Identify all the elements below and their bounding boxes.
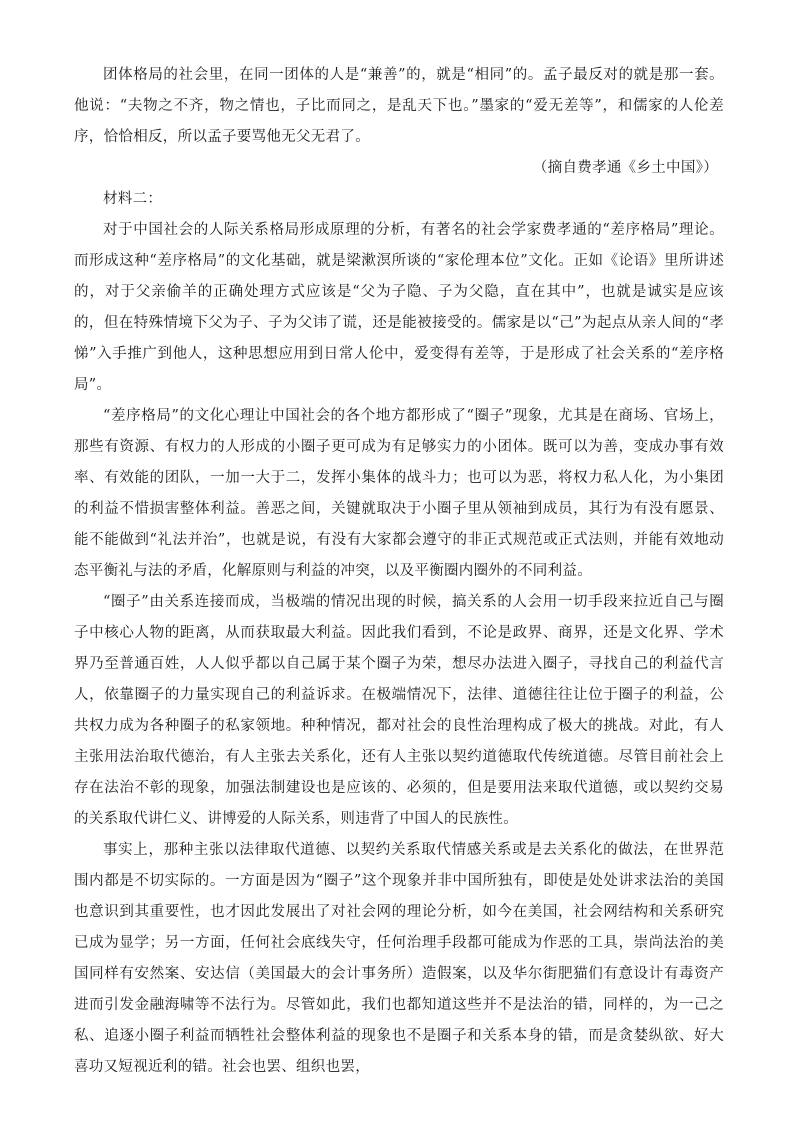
- section-heading: 材料二：: [103, 191, 163, 207]
- document-page: [74, 60, 724, 1083]
- source-citation: （摘自费孝通《乡土中国》）: [532, 160, 718, 176]
- paragraph-4: 事实上，那种主张以法律取代道德、以契约关系取代情感关系或是去关系化的做法，在世界范围内都是不切实际的。一方面是因为“圈子”这个现象并非中国所独有，即使是处处讲求法治的美国也意识到其重要性，也才因此发展出了对社会网的理论分析，如今在美国，社会网结构和关系研究已成为显学；另一方面，任何社会底线失守，任何治理手段都可能成为作恶的工具，崇尚法治的美国同样有安然案、安达信（美国最大的会计事务所）造假案，以及华尔街肥猫们有意设计有毒资产进而引发金融海啸等不法行为。尽管如此，我们也都知道这些并不是法治的错，同样的，为一己之私、追逐小圈子利益而牺牲社会整体利益的现象也不是圈子和关系本身的错，而是贪婪纵欲、好大喜功又短视近利的错。社会也罢、组织也罢，: [74, 842, 724, 1075]
- paragraph-1: 对于中国社会的人际关系格局形成原理的分析，有著名的社会学家费孝通的“差序格局”理论。而形成这种“差序格局”的文化基础，就是梁漱溟所谈的“家伦理本位”文化。正如《论语》里所讲述的，对于父亲偷羊的正确处理方式应该是“父为子隐、子为父隐，直在其中”，也就是诚实是应该的，但在特殊情境下父为子、子为父讳了谎，还是能被接受的。儒家是以“己”为起点从亲人间的“孝悌”入手推广到他人，这种思想应用到日常人伦中，爱变得有差等，于是形成了社会关系的“差序格局”。: [74, 222, 724, 393]
- paragraph-continuation: 团体格局的社会里，在同一团体的人是“兼善”的，就是“相同”的。孟子最反对的就是那一套。他说：“夫物之不齐，物之情也，子比而同之，是乱天下也。”墨家的“爱无差等”，和儒家的人伦差序，恰恰相反，所以孟子要骂他无父无君了。: [74, 67, 724, 145]
- paragraph-2: “差序格局”的文化心理让中国社会的各个地方都形成了“圈子”现象，尤其是在商场、官场上，那些有资源、有权力的人形成的小圈子更可成为有足够实力的小团体。既可以为善，变成办事有效率、有效能的团队，一加一大于二，发挥小集体的战斗力；也可以为恶，将权力私人化，为小集团的利益不惜损害整体利益。善恶之间，关键就取决于小圈子里从领袖到成员，其行为有没有愿景、能不能做到“礼法并治”，也就是说，有没有大家都会遵守的非正式规范或正式法则，并能有效地动态平衡礼与法的矛盾，化解原则与利益的冲突，以及平衡圈内圈外的不同利益。: [74, 408, 724, 579]
- paragraph-3: “圈子”由关系连接而成，当极端的情况出现的时候，搞关系的人会用一切手段来拉近自己与圈子中核心人物的距离，从而获取最大利益。因此我们看到，不论是政界、商界，还是文化界、学术界乃至普通百姓，人人似乎都以自己属于某个圈子为荣，想尽办法进入圈子，寻找自己的利益代言人，依靠圈子的力量实现自己的利益诉求。在极端情况下，法律、道德往往让位于圈子的利益，公共权力成为各种圈子的私家领地。种种情况，都对社会的良性治理构成了极大的挑战。对此，有人主张用法治取代德治，有人主张去关系化，还有人主张以契约道德取代传统道德。尽管目前社会上存在法治不彰的现象，加强法制建设也是应该的、必须的，但是要用法来取代道德，或以契约交易的关系取代讲仁义、讲博爱的人际关系，则违背了中国人的民族性。: [74, 594, 724, 827]
